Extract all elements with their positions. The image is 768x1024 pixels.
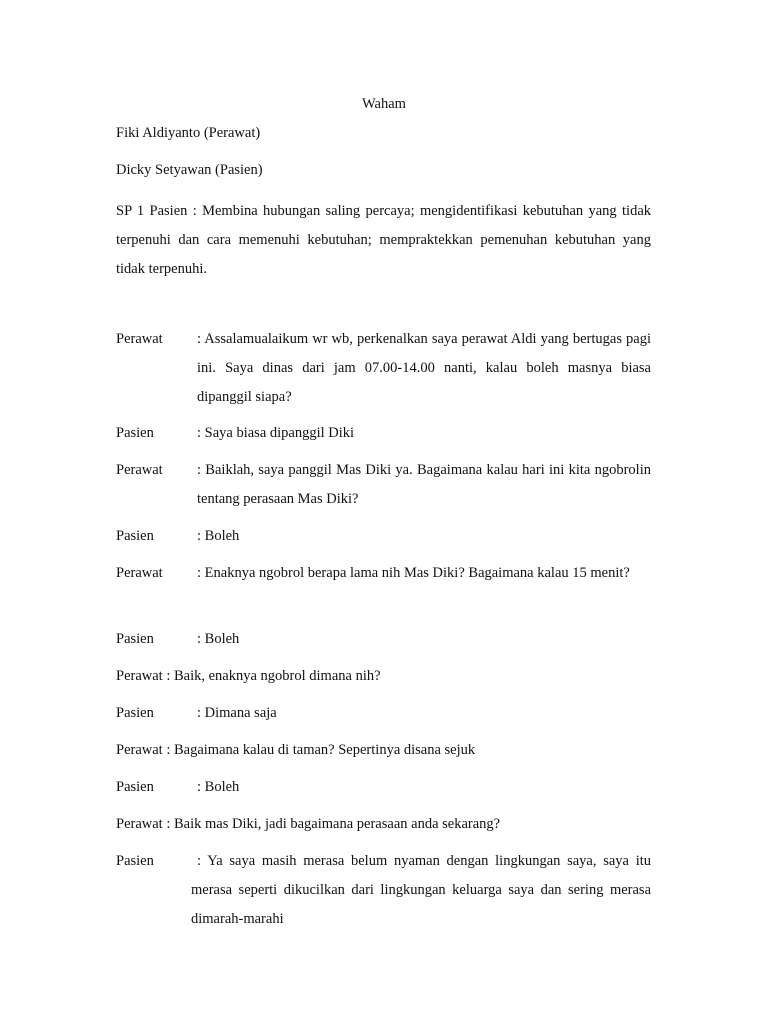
sp-intro-paragraph: SP 1 Pasien : Membina hubungan saling percaya; mengidentifikasi kebutuhan yang tidak terpenuhi dan cara memenuhi kebutuhan; mempraktekkan pemenuhan kebutuhan yang tidak terpenuhi. — [116, 203, 651, 277]
speaker-label: Perawat — [116, 565, 163, 581]
speaker-label: Pasien — [116, 705, 154, 721]
speaker-label: Perawat — [116, 331, 163, 347]
speaker-label: Pasien — [116, 425, 154, 441]
utterance-text: : Baiklah, saya panggil Mas Diki ya. Bagaimana kalau hari ini kita ngobrolin tentang perasaan Mas Diki? — [197, 462, 651, 507]
document-title: Waham — [362, 96, 406, 112]
utterance-text: : Enaknya ngobrol berapa lama nih Mas Diki? Bagaimana kalau 15 menit? — [197, 565, 630, 581]
utterance-text: : Saya biasa dipanggil Diki — [197, 425, 355, 441]
dialogue-line: Perawat : Baik, enaknya ngobrol dimana nih? — [116, 668, 381, 684]
utterance-text: : Ya saya masih merasa belum nyaman dengan lingkungan saya, saya itu merasa seperti dikucilkan dari lingkungan keluarga saya dan sering merasa dimarah-marahi — [191, 853, 651, 927]
speaker-label: Pasien — [116, 631, 154, 647]
utterance-text: : Boleh — [197, 528, 240, 544]
utterance-text: : Assalamualaikum wr wb, perkenalkan saya perawat Aldi yang bertugas pagi ini. Saya dinas dari jam 07.00-14.00 nanti, kalau boleh masnya biasa dipanggil siapa? — [197, 331, 651, 405]
nurse-name-line: Fiki Aldiyanto (Perawat) — [116, 125, 261, 141]
utterance-text: : Boleh — [197, 631, 240, 647]
utterance-text: : Dimana saja — [197, 705, 277, 721]
speaker-label: Pasien — [116, 779, 154, 795]
dialogue-line: Perawat : Bagaimana kalau di taman? Sepertinya disana sejuk — [116, 742, 476, 758]
speaker-label: Perawat — [116, 462, 163, 478]
dialogue-line: Perawat : Baik mas Diki, jadi bagaimana perasaan anda sekarang? — [116, 816, 501, 832]
patient-name-line: Dicky Setyawan (Pasien) — [116, 162, 263, 178]
speaker-label: Pasien — [116, 528, 154, 544]
utterance-text: : Boleh — [197, 779, 240, 795]
speaker-label: Pasien — [116, 853, 154, 869]
